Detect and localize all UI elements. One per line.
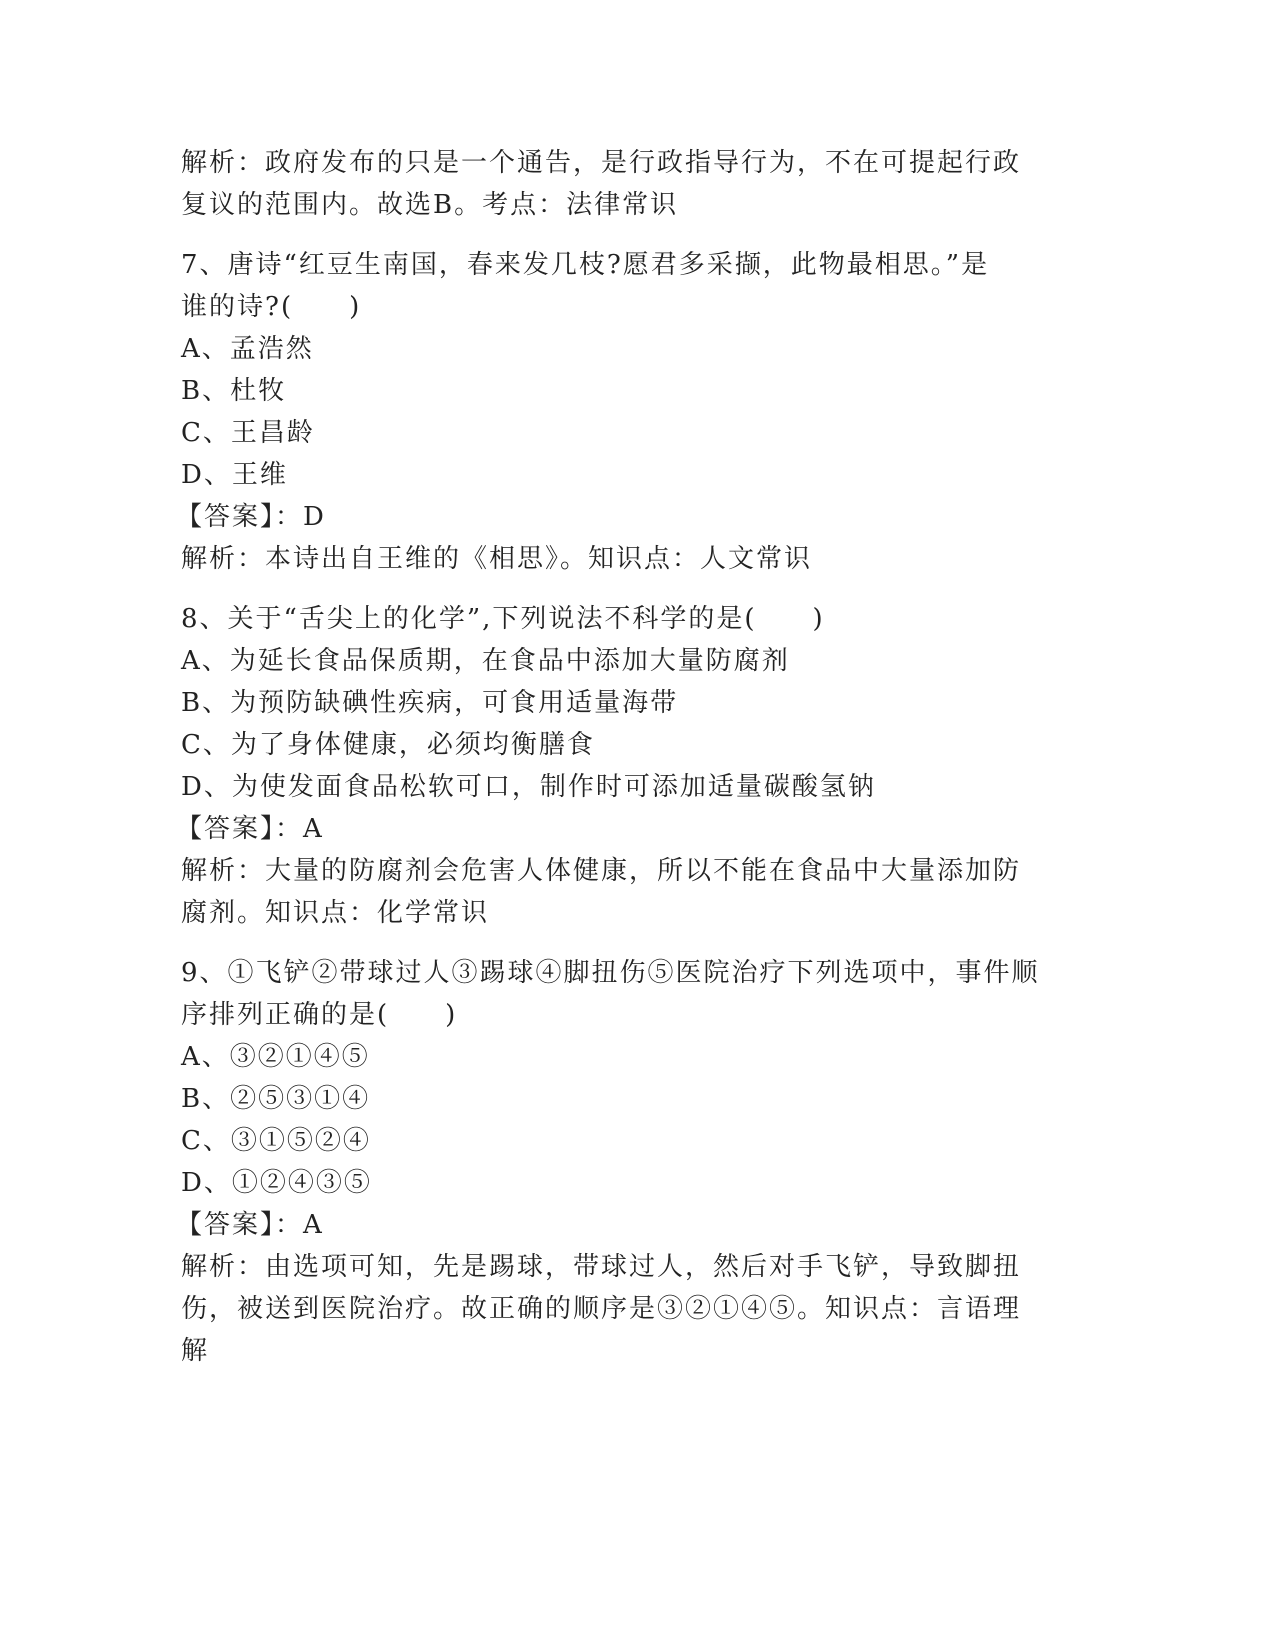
- analysis-line: 解: [181, 1336, 210, 1366]
- analysis-line: 解析：大量的防腐剂会危害人体健康，所以不能在食品中大量添加防: [181, 856, 1022, 886]
- option-a: A、孟浩然: [181, 334, 314, 364]
- option-b: B、杜牧: [181, 376, 287, 406]
- question-block-7: [176, 244, 1061, 580]
- analysis-line: 解析：本诗出自王维的《相思》。知识点：人文常识: [181, 544, 813, 574]
- option-a: A、③②①④⑤: [181, 1042, 370, 1072]
- question-text: 8、关于“舌尖上的化学”,下列说法不科学的是( ): [181, 604, 825, 634]
- option-b: B、②⑤③①④: [181, 1084, 371, 1114]
- answer-label: 【答案】：A: [176, 1210, 324, 1240]
- question-block-9: [176, 952, 1061, 1372]
- analysis-line: 伤，被送到医院治疗。故正确的顺序是③②①④⑤。知识点：言语理: [181, 1294, 1022, 1324]
- analysis-line: 解析：由选项可知，先是踢球，带球过人，然后对手飞铲，导致脚扭: [181, 1252, 1022, 1282]
- question-text: 谁的诗?( ): [181, 292, 362, 322]
- document-page: [176, 142, 1061, 1372]
- question-text: 9、①飞铲②带球过人③踢球④脚扭伤⑤医院治疗下列选项中，事件顺: [181, 958, 1040, 988]
- option-a: A、为延长食品保质期，在食品中添加大量防腐剂: [181, 646, 790, 676]
- question-block-8: [176, 598, 1061, 934]
- option-b: B、为预防缺碘性疾病，可食用适量海带: [181, 688, 679, 718]
- option-d: D、为使发面食品松软可口，制作时可添加适量碳酸氢钠: [181, 772, 876, 802]
- analysis-line: 复议的范围内。故选B。考点：法律常识: [181, 190, 679, 220]
- option-c: C、③①⑤②④: [181, 1126, 371, 1156]
- answer-label: 【答案】：D: [176, 502, 326, 532]
- option-d: D、①②④③⑤: [181, 1168, 372, 1198]
- option-c: C、为了身体健康，必须均衡膳食: [181, 730, 595, 760]
- analysis-block-q6: [181, 142, 1061, 226]
- option-d: D、王维: [181, 460, 288, 490]
- option-c: C、王昌龄: [181, 418, 315, 448]
- question-text: 序排列正确的是( ): [181, 1000, 458, 1030]
- analysis-line: 解析：政府发布的只是一个通告，是行政指导行为，不在可提起行政: [181, 148, 1022, 178]
- question-text: 7、唐诗“红豆生南国，春来发几枝?愿君多采撷，此物最相思。”是: [181, 250, 990, 280]
- answer-label: 【答案】：A: [176, 814, 324, 844]
- analysis-line: 腐剂。知识点：化学常识: [181, 898, 490, 928]
